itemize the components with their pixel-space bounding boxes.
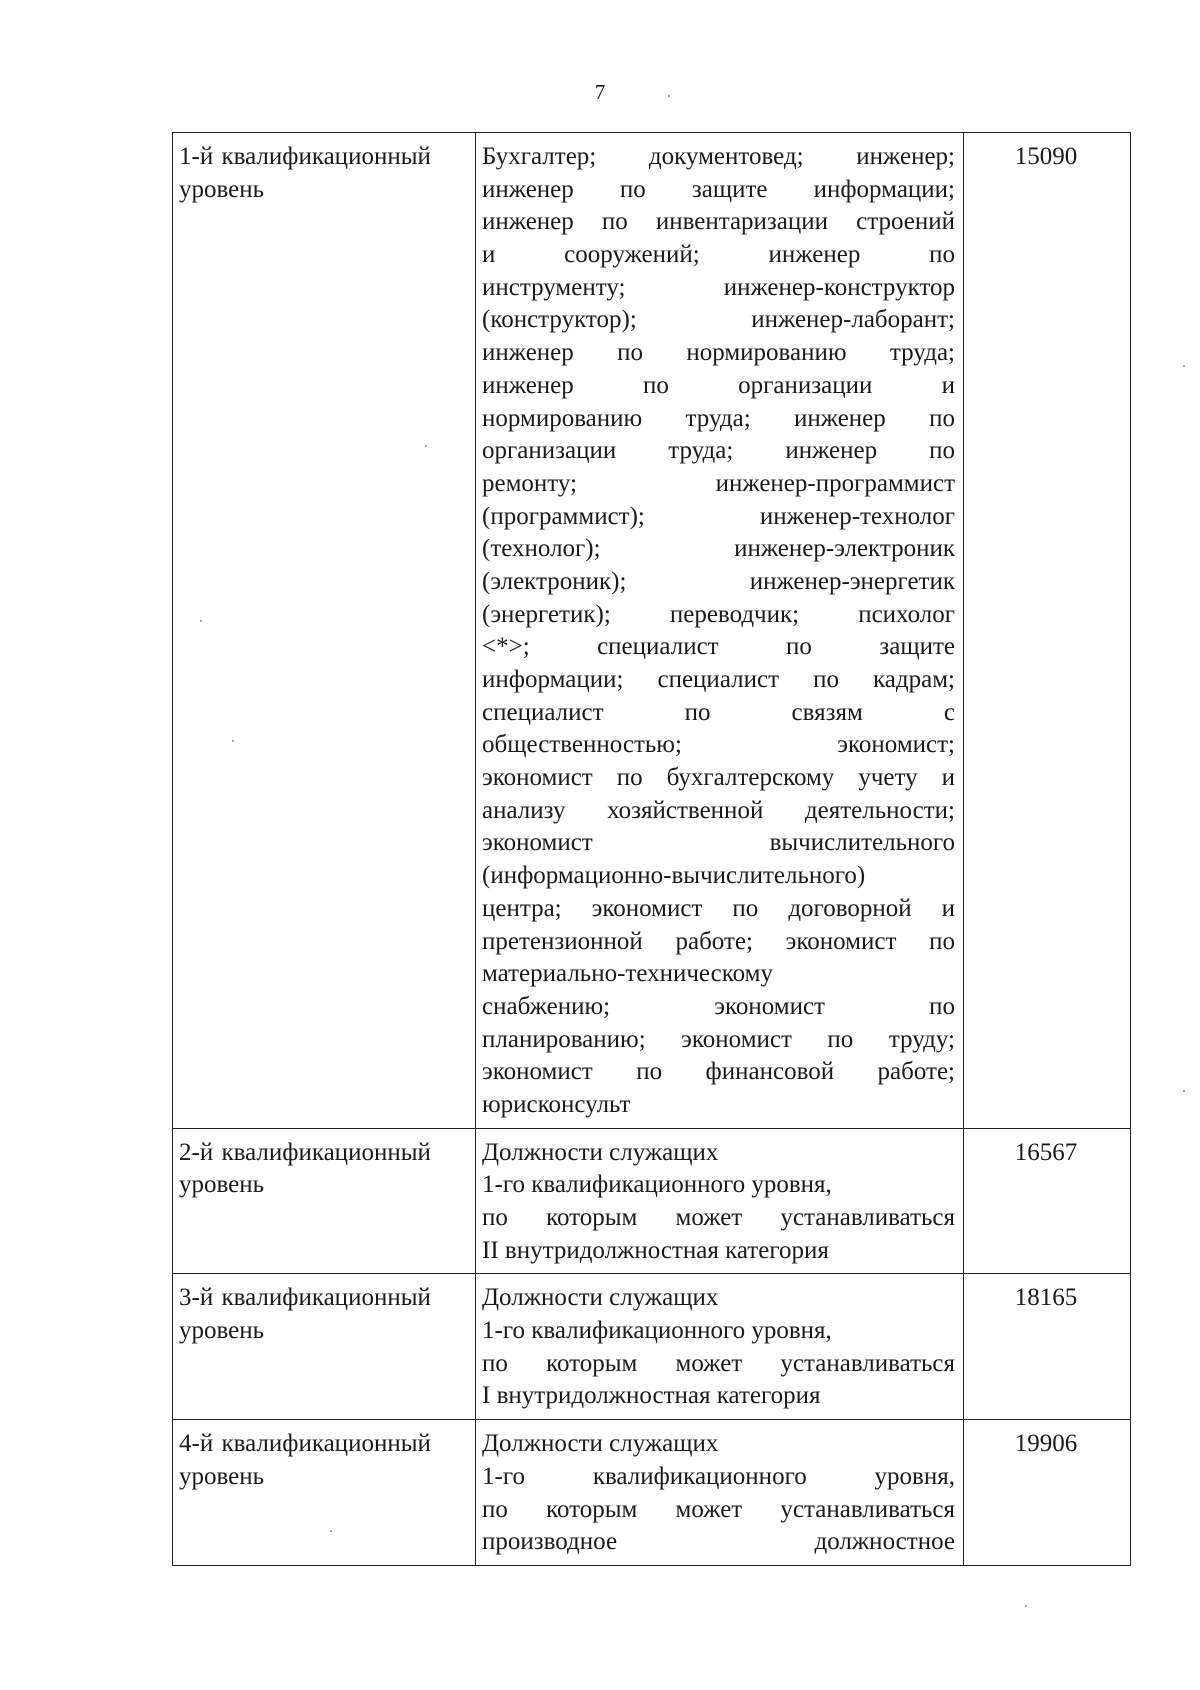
table-body xyxy=(173,133,1131,1566)
position-line: (электроник); инженер-энергетик xyxy=(482,567,955,595)
position-line: <*>; специалист по защите xyxy=(482,633,955,661)
position-line: Бухгалтер; документовед; инженер; xyxy=(482,143,955,170)
position-line: (конструктор); инженер-лаборант; xyxy=(482,306,955,334)
qualification-level-cell: 1-й квалификационный уровень xyxy=(173,133,476,1129)
page-number: 7 xyxy=(594,80,606,104)
position-line: Должности служащих xyxy=(482,1284,719,1312)
scan-speck xyxy=(1183,1090,1185,1092)
position-line: общественностью; экономист; xyxy=(482,731,955,759)
salary-amount-cell: 18165 xyxy=(964,1274,1131,1420)
qualification-level-cell: 2-й квалификационный уровень xyxy=(173,1128,476,1274)
position-line: II внутридолжностная категория xyxy=(482,1236,829,1264)
qualification-level-cell: 4-й квалификационный уровень xyxy=(173,1420,476,1566)
position-line: 1-го квалификационного уровня, xyxy=(482,1171,832,1199)
salary-amount-cell: 19906 xyxy=(964,1420,1131,1566)
position-line: I внутридолжностная категория xyxy=(482,1382,821,1410)
positions-cell xyxy=(476,1128,964,1274)
position-line: инженер по организации и xyxy=(482,371,955,399)
position-line: планированию; экономист по труду; xyxy=(482,1025,955,1053)
scan-speck xyxy=(200,620,202,622)
position-line: снабжению; экономист по xyxy=(482,992,955,1020)
salary-amount-cell: 15090 xyxy=(964,133,1131,1129)
position-line: 1-го квалификационного уровня, xyxy=(482,1317,832,1345)
position-line: специалист по связям с xyxy=(482,698,955,726)
position-line: 1-го квалификационного уровня, xyxy=(482,1462,955,1490)
position-line: инженер по нормированию труда; xyxy=(482,339,955,367)
position-line: (информационно-вычислительного) xyxy=(482,862,866,890)
position-line: экономист по финансовой работе; xyxy=(482,1058,955,1086)
position-line: Должности служащих xyxy=(482,1138,719,1166)
position-line: экономист по бухгалтерскому учету и xyxy=(482,764,955,792)
position-line: инженер по инвентаризации строений xyxy=(482,208,955,236)
position-line: (энергетик); переводчик; психолог xyxy=(482,600,955,628)
position-line: по которым может устанавливаться xyxy=(482,1204,955,1231)
position-line: материально-техническому xyxy=(482,960,773,988)
position-line: по которым может устанавливаться xyxy=(482,1349,955,1377)
position-line: информации; специалист по кадрам; xyxy=(482,666,955,693)
position-line: инструменту; инженер-конструктор xyxy=(482,273,955,301)
scan-speck xyxy=(232,740,234,742)
position-line: и сооружений; инженер по xyxy=(482,241,955,269)
position-line: ремонту; инженер-программист xyxy=(482,469,955,497)
position-line: организации труда; инженер по xyxy=(482,437,955,465)
scan-speck xyxy=(330,1530,332,1532)
table-row-third-level xyxy=(173,1274,1131,1420)
positions-cell xyxy=(476,133,964,1129)
position-line: юрисконсульт xyxy=(482,1090,631,1118)
position-line: (технолог); инженер-электроник xyxy=(482,535,955,563)
position-line: претензионной работе; экономист по xyxy=(482,927,955,955)
positions-cell xyxy=(476,1274,964,1420)
salary-amount-cell: 16567 xyxy=(964,1128,1131,1274)
position-line: центра; экономист по договорной и xyxy=(482,894,955,922)
position-line: производное должностное xyxy=(482,1528,955,1556)
scan-speck xyxy=(1183,365,1185,367)
position-line: инженер по защите информации; xyxy=(482,175,955,203)
scan-speck xyxy=(668,95,670,97)
salary-table xyxy=(172,132,1131,1566)
qualification-level-cell: 3-й квалификационный уровень xyxy=(173,1274,476,1420)
table-row-fourth-level xyxy=(173,1420,1131,1566)
position-line: Должности служащих xyxy=(482,1430,719,1458)
position-line: экономист вычислительного xyxy=(482,829,955,857)
position-line: (программист); инженер-технолог xyxy=(482,502,955,530)
position-line: по которым может устанавливаться xyxy=(482,1495,955,1523)
table-row-second-level xyxy=(173,1128,1131,1274)
scan-speck xyxy=(1025,1605,1027,1607)
positions-cell xyxy=(476,1420,964,1566)
scan-speck xyxy=(425,445,427,447)
position-line: анализу хозяйственной деятельности; xyxy=(482,796,955,824)
position-line: нормированию труда; инженер по xyxy=(482,404,955,432)
table-row-first-level xyxy=(173,133,1131,1129)
